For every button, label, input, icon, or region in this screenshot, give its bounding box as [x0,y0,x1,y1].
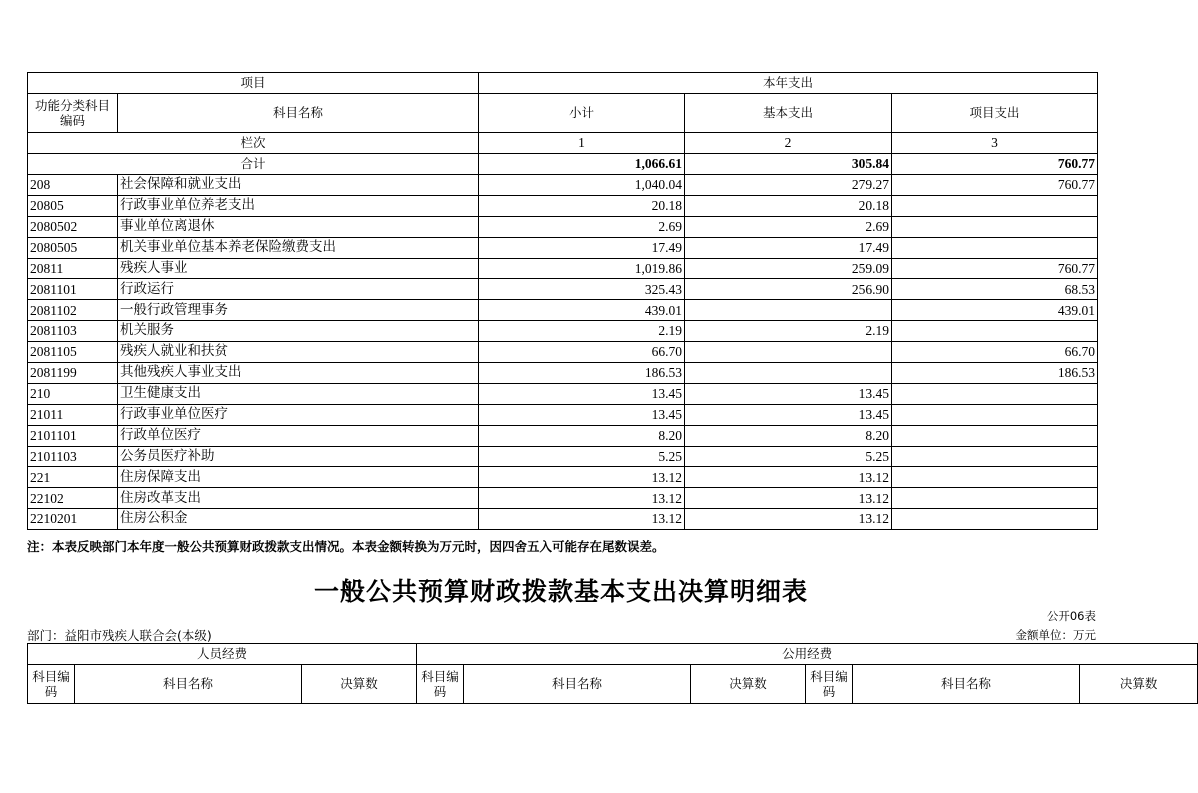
row-subtotal: 13.45 [479,404,685,425]
header-basic-expenditure: 基本支出 [685,94,892,133]
row-code: 2080502 [28,216,118,237]
row-basic: 20.18 [685,195,892,216]
row-basic: 13.45 [685,404,892,425]
row-subject-name: 行政事业单位医疗 [118,404,479,425]
header-function-code: 功能分类科目编码 [28,94,118,133]
table-row [28,467,1098,488]
row-project: 439.01 [892,300,1098,321]
row-subtotal: 1,040.04 [479,175,685,196]
row-subject-name: 住房保障支出 [118,467,479,488]
amount-unit: 金额单位：万元 [1015,628,1096,642]
row-subtotal: 8.20 [479,425,685,446]
row-basic: 8.20 [685,425,892,446]
table-row [28,175,1098,196]
header-code-2: 科目编码 [417,665,464,704]
row-subtotal: 2.19 [479,321,685,342]
row-subject-name: 行政事业单位养老支出 [118,195,479,216]
col-number-2: 2 [685,133,892,154]
header-amount-1: 决算数 [302,665,417,704]
row-subtotal: 439.01 [479,300,685,321]
row-basic [685,342,892,363]
section-title: 一般公共预算财政拨款基本支出决算明细表 [313,577,808,606]
row-subject-name: 住房改革支出 [118,488,479,509]
row-subtotal: 2.69 [479,216,685,237]
expenditure-table [27,72,1098,530]
row-project [892,237,1098,258]
table-row [28,258,1098,279]
table-row [28,237,1098,258]
row-basic: 17.49 [685,237,892,258]
header-public-expenses: 公用经费 [417,644,1198,665]
row-subtotal: 13.45 [479,383,685,404]
row-basic: 2.69 [685,216,892,237]
row-subtotal: 13.12 [479,467,685,488]
row-code: 21011 [28,404,118,425]
row-subtotal: 5.25 [479,446,685,467]
row-subtotal: 13.12 [479,488,685,509]
row-subject-name: 机关服务 [118,321,479,342]
row-subtotal: 325.43 [479,279,685,300]
row-project [892,383,1098,404]
row-project [892,446,1098,467]
table-row [28,195,1098,216]
row-code: 208 [28,175,118,196]
row-project [892,321,1098,342]
row-subject-name: 住房公积金 [118,509,479,530]
row-code: 20811 [28,258,118,279]
table-row [28,342,1098,363]
header-column-seq: 栏次 [28,133,479,154]
row-subject-name: 残疾人事业 [118,258,479,279]
table-row [28,509,1098,530]
row-project: 760.77 [892,175,1098,196]
header-name-2: 科目名称 [464,665,691,704]
header-current-year-expenditure: 本年支出 [479,73,1098,94]
row-subject-name: 行政单位医疗 [118,425,479,446]
row-code: 2081199 [28,363,118,384]
row-subtotal: 186.53 [479,363,685,384]
form-number: 公开06表 [1046,609,1096,623]
header-name-3: 科目名称 [853,665,1080,704]
row-code: 2081101 [28,279,118,300]
row-project [892,488,1098,509]
row-code: 2101101 [28,425,118,446]
row-project [892,509,1098,530]
row-subject-name: 其他残疾人事业支出 [118,363,479,384]
row-basic: 13.12 [685,509,892,530]
row-basic [685,300,892,321]
table-row [28,363,1098,384]
department-label: 部门：益阳市残疾人联合会(本级) [27,628,212,643]
row-project: 760.77 [892,258,1098,279]
row-project [892,425,1098,446]
col-number-3: 3 [892,133,1098,154]
row-code: 20805 [28,195,118,216]
row-code: 2081103 [28,321,118,342]
row-subtotal: 17.49 [479,237,685,258]
header-project-expenditure: 项目支出 [892,94,1098,133]
row-project: 186.53 [892,363,1098,384]
row-code: 221 [28,467,118,488]
row-subject-name: 卫生健康支出 [118,383,479,404]
total-label: 合计 [28,154,479,175]
table-row [28,488,1098,509]
row-basic: 13.12 [685,467,892,488]
row-project [892,195,1098,216]
table-row [28,446,1098,467]
table-note: 注：本表反映部门本年度一般公共预算财政拨款支出情况。本表金额转换为万元时，因四舍五入可能存在尾数误差。 [27,539,665,554]
header-name-1: 科目名称 [75,665,302,704]
table-row [28,404,1098,425]
row-code: 2080505 [28,237,118,258]
row-project: 68.53 [892,279,1098,300]
row-basic: 13.45 [685,383,892,404]
row-subject-name: 一般行政管理事务 [118,300,479,321]
row-basic: 5.25 [685,446,892,467]
row-code: 2210201 [28,509,118,530]
table-row [28,383,1098,404]
row-subtotal: 13.12 [479,509,685,530]
row-project [892,216,1098,237]
header-subject-name: 科目名称 [118,94,479,133]
total-project: 760.77 [892,154,1098,175]
header-amount-3: 决算数 [1080,665,1198,704]
row-subtotal: 1,019.86 [479,258,685,279]
header-code-1: 科目编码 [28,665,75,704]
table-row [28,279,1098,300]
header-item: 项目 [28,73,479,94]
row-subtotal: 20.18 [479,195,685,216]
row-basic: 279.27 [685,175,892,196]
row-basic: 259.09 [685,258,892,279]
row-code: 2101103 [28,446,118,467]
col-number-1: 1 [479,133,685,154]
row-basic: 256.90 [685,279,892,300]
table-row [28,425,1098,446]
row-subject-name: 事业单位离退休 [118,216,479,237]
row-subject-name: 行政运行 [118,279,479,300]
row-basic: 2.19 [685,321,892,342]
header-personnel-expenses: 人员经费 [28,644,417,665]
row-subject-name: 公务员医疗补助 [118,446,479,467]
row-subject-name: 残疾人就业和扶贫 [118,342,479,363]
row-subtotal: 66.70 [479,342,685,363]
table-row [28,300,1098,321]
row-basic [685,363,892,384]
row-code: 2081102 [28,300,118,321]
basic-expenditure-detail-table [27,643,1198,704]
row-project [892,467,1098,488]
total-subtotal: 1,066.61 [479,154,685,175]
row-basic: 13.12 [685,488,892,509]
row-project [892,404,1098,425]
table-row [28,321,1098,342]
row-project: 66.70 [892,342,1098,363]
total-basic: 305.84 [685,154,892,175]
row-code: 210 [28,383,118,404]
header-subtotal: 小计 [479,94,685,133]
row-subject-name: 社会保障和就业支出 [118,175,479,196]
table-row [28,216,1098,237]
header-amount-2: 决算数 [691,665,806,704]
row-code: 2081105 [28,342,118,363]
row-code: 22102 [28,488,118,509]
row-subject-name: 机关事业单位基本养老保险缴费支出 [118,237,479,258]
header-code-3: 科目编码 [806,665,853,704]
